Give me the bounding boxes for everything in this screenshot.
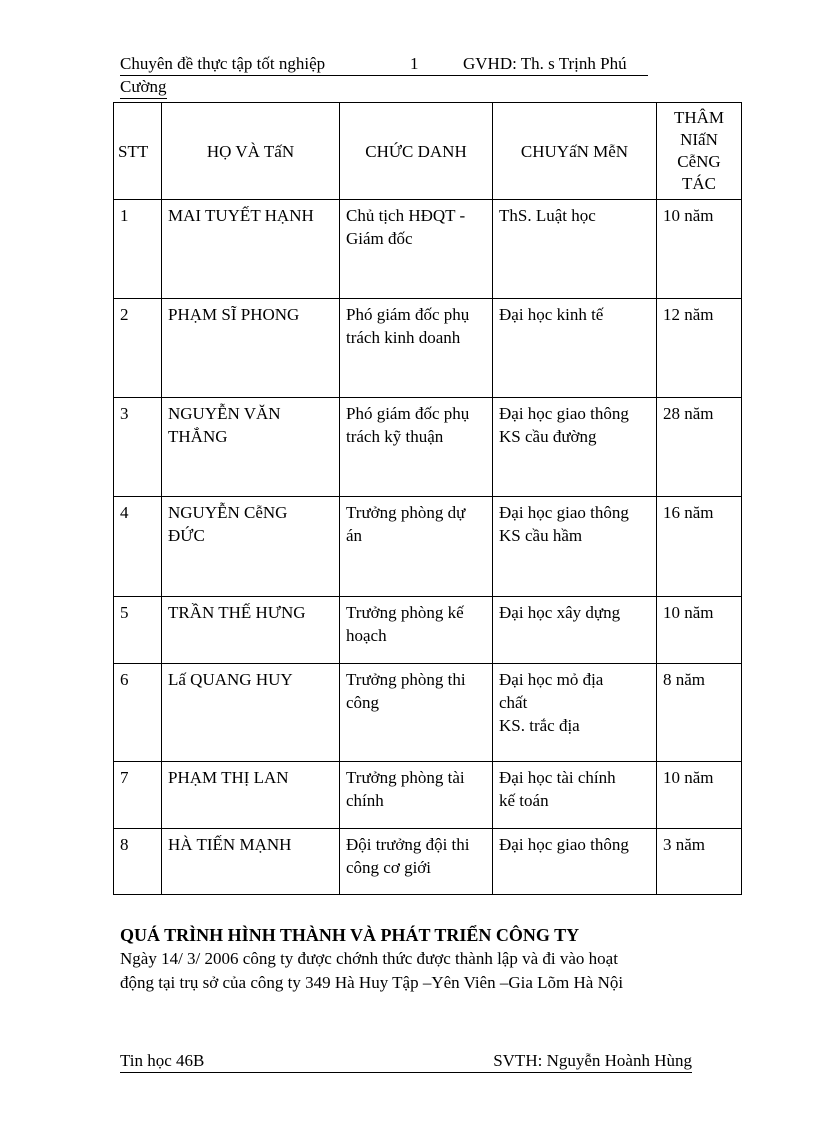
cell-title: Trưởng phòng tài chính [340, 762, 493, 829]
column-header-stt: STT [114, 103, 162, 200]
page-header [120, 53, 650, 99]
cell-specialty: Đại học xây dựng [493, 597, 657, 664]
cell-title: Phó giám đốc phụ trách kỹ thuận [340, 398, 493, 497]
table-row [114, 497, 742, 597]
cell-name: TRẦN THẾ HƯNG [162, 597, 340, 664]
cell-specialty: Đại học giao thông [493, 829, 657, 895]
course-title: Chuyên đề thực tập tốt nghiệp [120, 54, 326, 73]
cell-seniority: 10 năm [657, 597, 742, 664]
column-header-name: HỌ VÀ TấN [162, 103, 340, 200]
cell-name: Lấ QUANG HUY [162, 664, 340, 762]
cell-specialty: Đại học giao thông KS cầu hầm [493, 497, 657, 597]
cell-specialty: Đại học giao thông KS cầu đường [493, 398, 657, 497]
cell-name: NGUYỄN CễNG ĐỨC [162, 497, 340, 597]
cell-stt: 3 [114, 398, 162, 497]
cell-stt: 5 [114, 597, 162, 664]
table-row [114, 664, 742, 762]
cell-name: PHẠM SĨ PHONG [162, 299, 340, 398]
cell-seniority: 8 năm [657, 664, 742, 762]
cell-seniority: 12 năm [657, 299, 742, 398]
table-row [114, 597, 742, 664]
cell-title: Đội trưởng đội thi công cơ giới [340, 829, 493, 895]
table-header-row [114, 103, 742, 200]
cell-specialty: ThS. Luật học [493, 200, 657, 299]
cell-title: Trưởng phòng kế hoạch [340, 597, 493, 664]
cell-seniority: 3 năm [657, 829, 742, 895]
cell-stt: 8 [114, 829, 162, 895]
column-header-seniority: THÂM NIấN CễNG TÁC [657, 103, 742, 200]
column-header-specialty: CHUYấN MễN [493, 103, 657, 200]
cell-seniority: 10 năm [657, 762, 742, 829]
cell-stt: 7 [114, 762, 162, 829]
column-header-title: CHỨC DANH [340, 103, 493, 200]
cell-specialty: Đại học tài chính kế toán [493, 762, 657, 829]
section-heading: QUÁ TRÌNH HÌNH THÀNH VÀ PHÁT TRIỂN CÔNG TY [120, 925, 580, 945]
cell-name: NGUYỄN VĂN THẮNG [162, 398, 340, 497]
advisor-name-continued: Cường [120, 76, 167, 99]
footer-student: SVTH: Nguyễn Hoành Hùng [493, 1051, 692, 1070]
cell-title: Trưởng phòng dự án [340, 497, 493, 597]
cell-seniority: 16 năm [657, 497, 742, 597]
cell-title: Chủ tịch HĐQT - Giám đốc [340, 200, 493, 299]
page-number: 1 [410, 54, 419, 73]
cell-stt: 6 [114, 664, 162, 762]
advisor-name: GVHD: Th. s Trịnh Phú [463, 54, 627, 73]
cell-stt: 2 [114, 299, 162, 398]
section-paragraph: Ngày 14/ 3/ 2006 công ty được chớnh thức được thành lập và đi vào hoạt động tại trụ sở của công ty 349 Hà Huy Tập –Yên Viên –Gia Lõm Hà Nội [120, 949, 624, 992]
cell-title: Phó giám đốc phụ trách kinh doanh [340, 299, 493, 398]
footer-class: Tin học 46B [120, 1051, 205, 1070]
cell-seniority: 28 năm [657, 398, 742, 497]
staff-table [113, 102, 742, 895]
cell-specialty: Đại học kinh tế [493, 299, 657, 398]
cell-stt: 4 [114, 497, 162, 597]
table-row [114, 829, 742, 895]
cell-stt: 1 [114, 200, 162, 299]
table-row [114, 762, 742, 829]
header-line [120, 53, 648, 76]
table-row [114, 398, 742, 497]
cell-name: MAI TUYẾT HẠNH [162, 200, 340, 299]
table-row [114, 299, 742, 398]
cell-seniority: 10 năm [657, 200, 742, 299]
page-footer [120, 1050, 692, 1073]
cell-title: Trưởng phòng thi công [340, 664, 493, 762]
table-row [114, 200, 742, 299]
cell-name: HÀ TIẾN MẠNH [162, 829, 340, 895]
cell-specialty: Đại học mỏ địa chất KS. trắc địa [493, 664, 657, 762]
cell-name: PHẠM THỊ LAN [162, 762, 340, 829]
